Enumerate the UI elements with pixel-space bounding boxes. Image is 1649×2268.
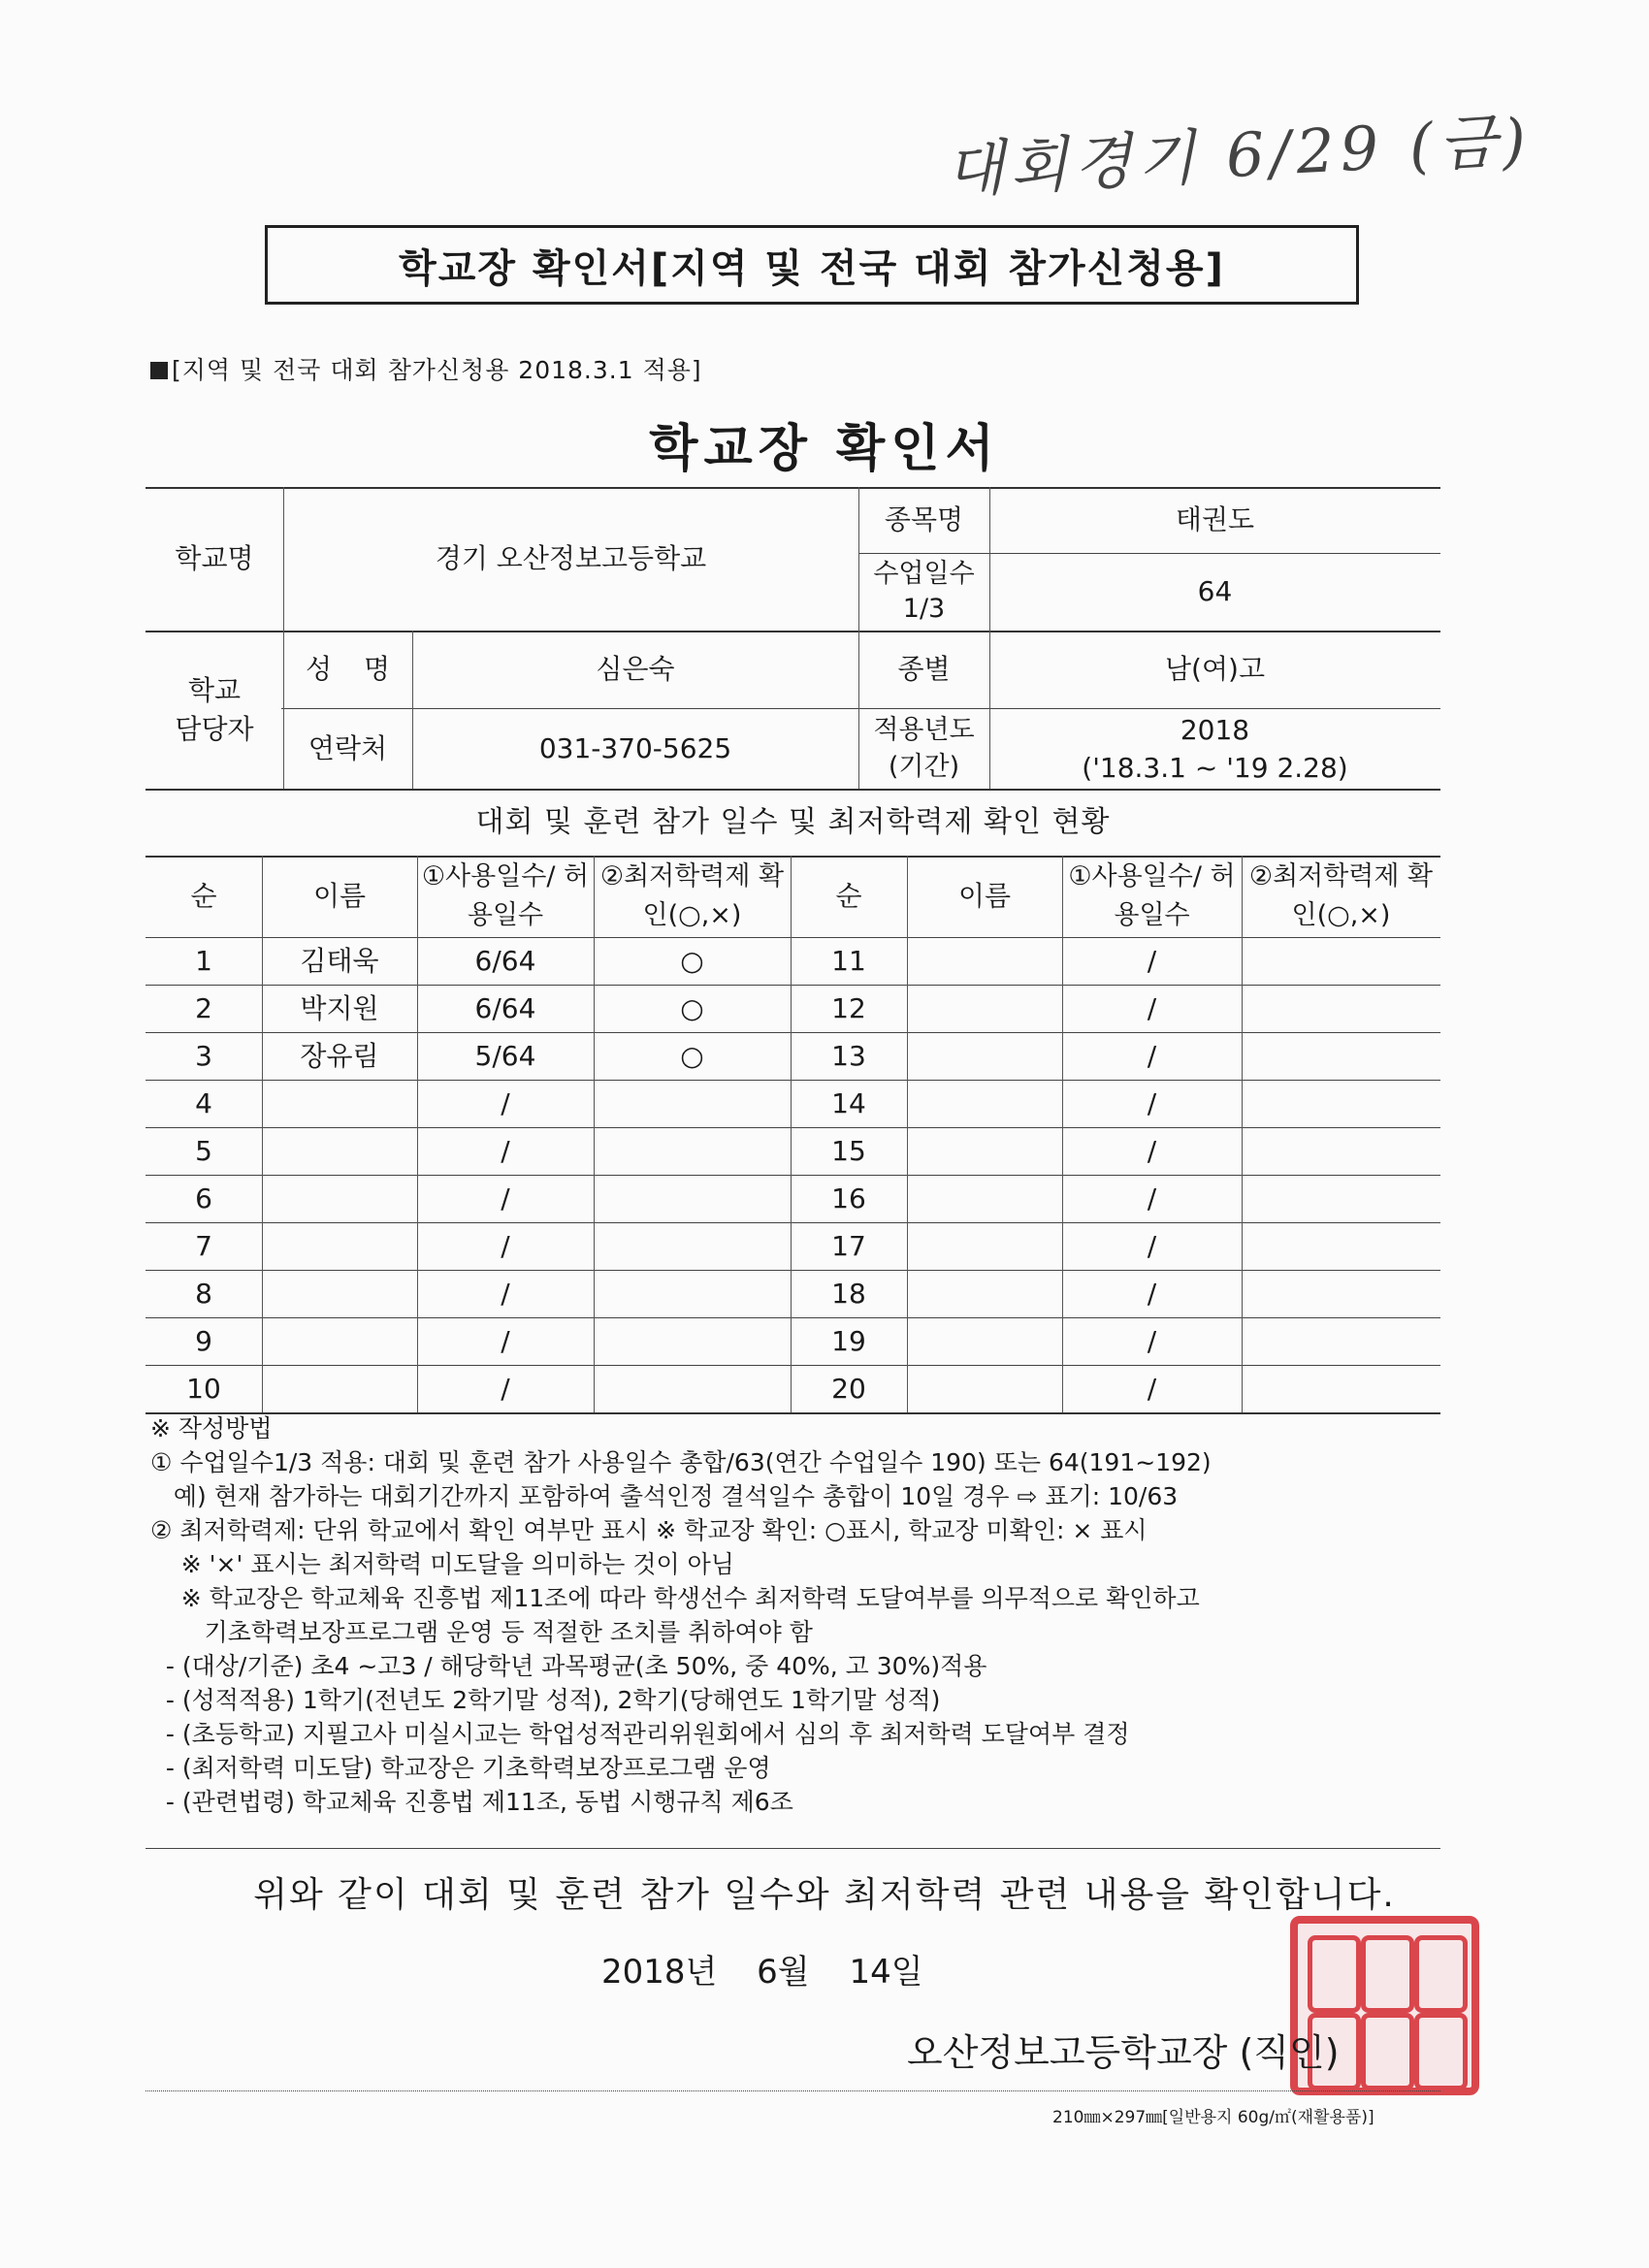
cell-used: / xyxy=(1147,1086,1157,1119)
cell-check xyxy=(1242,1365,1440,1412)
cell-used: / xyxy=(1147,1229,1157,1262)
table-row-line xyxy=(146,1032,1440,1033)
cell-check xyxy=(1242,1317,1440,1365)
cell-check xyxy=(1242,1127,1440,1175)
note-line: - (관련법령) 학교체육 진흥법 제11조, 동법 시행규칙 제6조 xyxy=(150,1788,793,1816)
cell-no: 10 xyxy=(186,1372,221,1405)
date: 2018년 6월 14일 xyxy=(601,1953,923,1992)
cell-check xyxy=(1242,1032,1440,1080)
note-line: - (초등학교) 지필고사 미실시교는 학업성적관리위원회에서 심의 후 최저학력 도달여부 결정 xyxy=(150,1720,1130,1748)
cell-used: / xyxy=(501,1182,510,1215)
header-no-left: 순 xyxy=(190,880,217,912)
event-value: 태권도 xyxy=(1175,503,1255,535)
square-bullet-icon xyxy=(150,362,168,379)
table-row-line xyxy=(146,1222,1440,1223)
cell-no: 12 xyxy=(831,991,866,1024)
cell-name: 박지원 xyxy=(300,991,379,1024)
cell-check xyxy=(594,1127,791,1175)
note-line: ※ 작성방법 xyxy=(150,1414,273,1442)
cell-no: 7 xyxy=(195,1229,212,1262)
cell-no: 17 xyxy=(831,1229,866,1262)
cell-check xyxy=(1242,1270,1440,1317)
year-value: 2018 xyxy=(1180,714,1250,746)
cell-name xyxy=(907,1365,1062,1412)
table-col-line xyxy=(594,856,595,1412)
cell-no: 13 xyxy=(831,1039,866,1072)
cell-no: 19 xyxy=(831,1324,866,1357)
cell-used: / xyxy=(1147,1324,1157,1357)
event-label: 종목명 xyxy=(884,503,964,535)
cell-used: / xyxy=(501,1372,510,1405)
cell-check xyxy=(594,1222,791,1270)
subtitle xyxy=(150,351,702,386)
table-row-line xyxy=(146,1080,1440,1081)
header-check-left: ②최저학력제 확인(○,×) xyxy=(599,861,785,930)
confirm-text: 위와 같이 대회 및 훈련 참가 일수와 최저학력 관련 내용을 확인합니다. xyxy=(253,1875,1396,1915)
cell-no: 1 xyxy=(195,944,212,977)
cell-name xyxy=(907,1175,1062,1222)
cell-check xyxy=(1242,985,1440,1032)
cell-used: 6/64 xyxy=(474,991,536,1024)
cell-no: 15 xyxy=(831,1134,866,1167)
note-line: ※ 학교장은 학교체육 진흥법 제11조에 따라 학생선수 최저학력 도달여부를 의무적으로 확인하고 xyxy=(150,1584,1200,1612)
days-value: 64 xyxy=(1197,575,1233,607)
cell-used: / xyxy=(1147,1372,1157,1405)
note-line: 기초학력보장프로그램 운영 등 적절한 조치를 취하여야 함 xyxy=(150,1618,813,1646)
cell-check xyxy=(594,1080,791,1127)
table-col-line xyxy=(1242,856,1243,1412)
cell-no: 2 xyxy=(195,991,212,1024)
cell-no: 9 xyxy=(195,1324,212,1357)
cell-name xyxy=(907,1222,1062,1270)
cell-check xyxy=(594,1365,791,1412)
cell-used: / xyxy=(1147,1182,1157,1215)
table-col-line xyxy=(791,856,792,1412)
cell-used: 6/64 xyxy=(474,944,536,977)
cell-name: 장유림 xyxy=(300,1039,379,1072)
type-value: 남(여)고 xyxy=(1165,653,1265,685)
cell-name: 김태욱 xyxy=(300,944,379,977)
table-row-line xyxy=(146,1317,1440,1318)
cell-name xyxy=(262,1080,417,1127)
cell-used: / xyxy=(1147,944,1157,977)
note-line: ① 수업일수1/3 적용: 대회 및 훈련 참가 사용일수 총합/63(연간 수업일수 190) 또는 64(191~192) xyxy=(150,1448,1212,1476)
period-value: ('18.3.1 ~ '19 2.28) xyxy=(1082,752,1348,784)
title-box: 학교장 확인서[지역 및 전국 대회 참가신청용] xyxy=(265,225,1359,305)
cell-name xyxy=(262,1175,417,1222)
cell-check: ○ xyxy=(680,991,704,1024)
cell-no: 4 xyxy=(195,1086,212,1119)
cell-name xyxy=(262,1127,417,1175)
school-value: 경기 오산정보고등학교 xyxy=(435,542,707,574)
cell-check: ○ xyxy=(680,944,704,977)
header-check-right: ②최저학력제 확인(○,×) xyxy=(1248,861,1434,930)
note-line: 예) 현재 참가하는 대회기간까지 포함하여 출석인정 결석일수 총합이 10일 경우 ⇨ 표기: 10/63 xyxy=(150,1482,1179,1510)
cell-no: 16 xyxy=(831,1182,866,1215)
subtitle-text: [지역 및 전국 대회 참가신청용 2018.3.1 적용] xyxy=(172,356,702,384)
note-line: - (최저학력 미도달) 학교장은 기초학력보장프로그램 운영 xyxy=(150,1754,771,1782)
table-row-line xyxy=(146,1127,1440,1128)
table-row-line xyxy=(146,1365,1440,1366)
header-name-left: 이름 xyxy=(312,880,367,912)
cell-used: / xyxy=(1147,991,1157,1024)
cell-used: / xyxy=(501,1134,510,1167)
info-table-bottom-border xyxy=(146,789,1440,791)
cell-check xyxy=(1242,937,1440,985)
cell-no: 14 xyxy=(831,1086,866,1119)
section-title: 대회 및 훈련 참가 일수 및 최저학력제 확인 현황 xyxy=(475,805,1111,839)
cell-name xyxy=(907,1317,1062,1365)
cell-used: / xyxy=(501,1229,510,1262)
cell-name xyxy=(262,1365,417,1412)
footer-line xyxy=(146,2090,1440,2091)
cell-name xyxy=(907,1270,1062,1317)
cell-name xyxy=(262,1222,417,1270)
main-title: 학교장 확인서 xyxy=(649,420,1000,478)
notes xyxy=(150,1411,1450,1819)
type-label: 종별 xyxy=(897,653,951,685)
cell-check: ○ xyxy=(680,1039,704,1072)
cell-no: 18 xyxy=(831,1277,866,1310)
cell-no: 8 xyxy=(195,1277,212,1310)
cell-check xyxy=(1242,1222,1440,1270)
cell-name xyxy=(907,985,1062,1032)
cell-check xyxy=(594,1175,791,1222)
cell-used: / xyxy=(501,1277,510,1310)
paper-spec-footer: 210㎜×297㎜[일반용지 60g/㎡(재활용품)] xyxy=(1052,2108,1374,2127)
cell-name xyxy=(907,1080,1062,1127)
cell-name xyxy=(262,1270,417,1317)
cell-check xyxy=(594,1317,791,1365)
name-value: 심은숙 xyxy=(596,653,675,685)
table-col-line xyxy=(907,856,908,1412)
notes-bottom-line xyxy=(146,1848,1440,1849)
cell-name xyxy=(907,937,1062,985)
note-line: ※ '×' 표시는 최저학력 미도달을 의미하는 것이 아님 xyxy=(150,1550,734,1578)
note-line: - (대상/기준) 초4 ~고3 / 해당학년 과목평균(초 50%, 중 40%, 고 30%)적용 xyxy=(150,1652,987,1680)
contact-label: 연락처 xyxy=(307,731,388,764)
cell-name xyxy=(907,1032,1062,1080)
note-line: ② 최저학력제: 단위 학교에서 확인 여부만 표시 ※ 학교장 확인: ○표시, 학교장 미확인: × 표시 xyxy=(150,1516,1148,1544)
cell-no: 20 xyxy=(831,1372,866,1405)
name-label: 성 명 xyxy=(306,653,390,685)
cell-used: / xyxy=(501,1086,510,1119)
cell-no: 11 xyxy=(831,944,866,977)
cell-no: 6 xyxy=(195,1182,212,1215)
cell-name xyxy=(262,1317,417,1365)
table-col-line xyxy=(262,856,263,1412)
header-name-right: 이름 xyxy=(957,880,1012,912)
cell-check xyxy=(594,1270,791,1317)
header-used-right: ①사용일수/ 허용일수 xyxy=(1068,861,1236,930)
cell-used: / xyxy=(501,1324,510,1357)
header-used-left: ①사용일수/ 허용일수 xyxy=(421,861,590,930)
days-label: 수업일수 1/3 xyxy=(873,559,975,624)
table-row-line xyxy=(146,1270,1440,1271)
cell-check xyxy=(1242,1175,1440,1222)
table-col-line xyxy=(1062,856,1063,1412)
handwritten-note: 대회경기 6/29 (금) xyxy=(944,104,1534,207)
manager-label: 학교 담당자 xyxy=(175,673,254,745)
cell-no: 5 xyxy=(195,1134,212,1167)
school-label: 학교명 xyxy=(175,542,254,574)
table-row-line xyxy=(146,985,1440,986)
header-no-right: 순 xyxy=(835,880,862,912)
cell-check xyxy=(1242,1080,1440,1127)
cell-used: / xyxy=(1147,1277,1157,1310)
table-row-line xyxy=(146,1175,1440,1176)
note-line: - (성적적용) 1학기(전년도 2학기말 성적), 2학기(당해연도 1학기말 성적) xyxy=(150,1686,941,1714)
cell-used: / xyxy=(1147,1134,1157,1167)
cell-no: 3 xyxy=(195,1039,212,1072)
cell-name xyxy=(907,1127,1062,1175)
cell-used: / xyxy=(1147,1039,1157,1072)
signer: 오산정보고등학교장 (직인) xyxy=(907,2031,1340,2074)
year-label: 적용년도 (기간) xyxy=(873,714,975,782)
table-col-line xyxy=(417,856,418,1412)
cell-used: 5/64 xyxy=(474,1039,536,1072)
contact-value: 031-370-5625 xyxy=(538,731,732,764)
